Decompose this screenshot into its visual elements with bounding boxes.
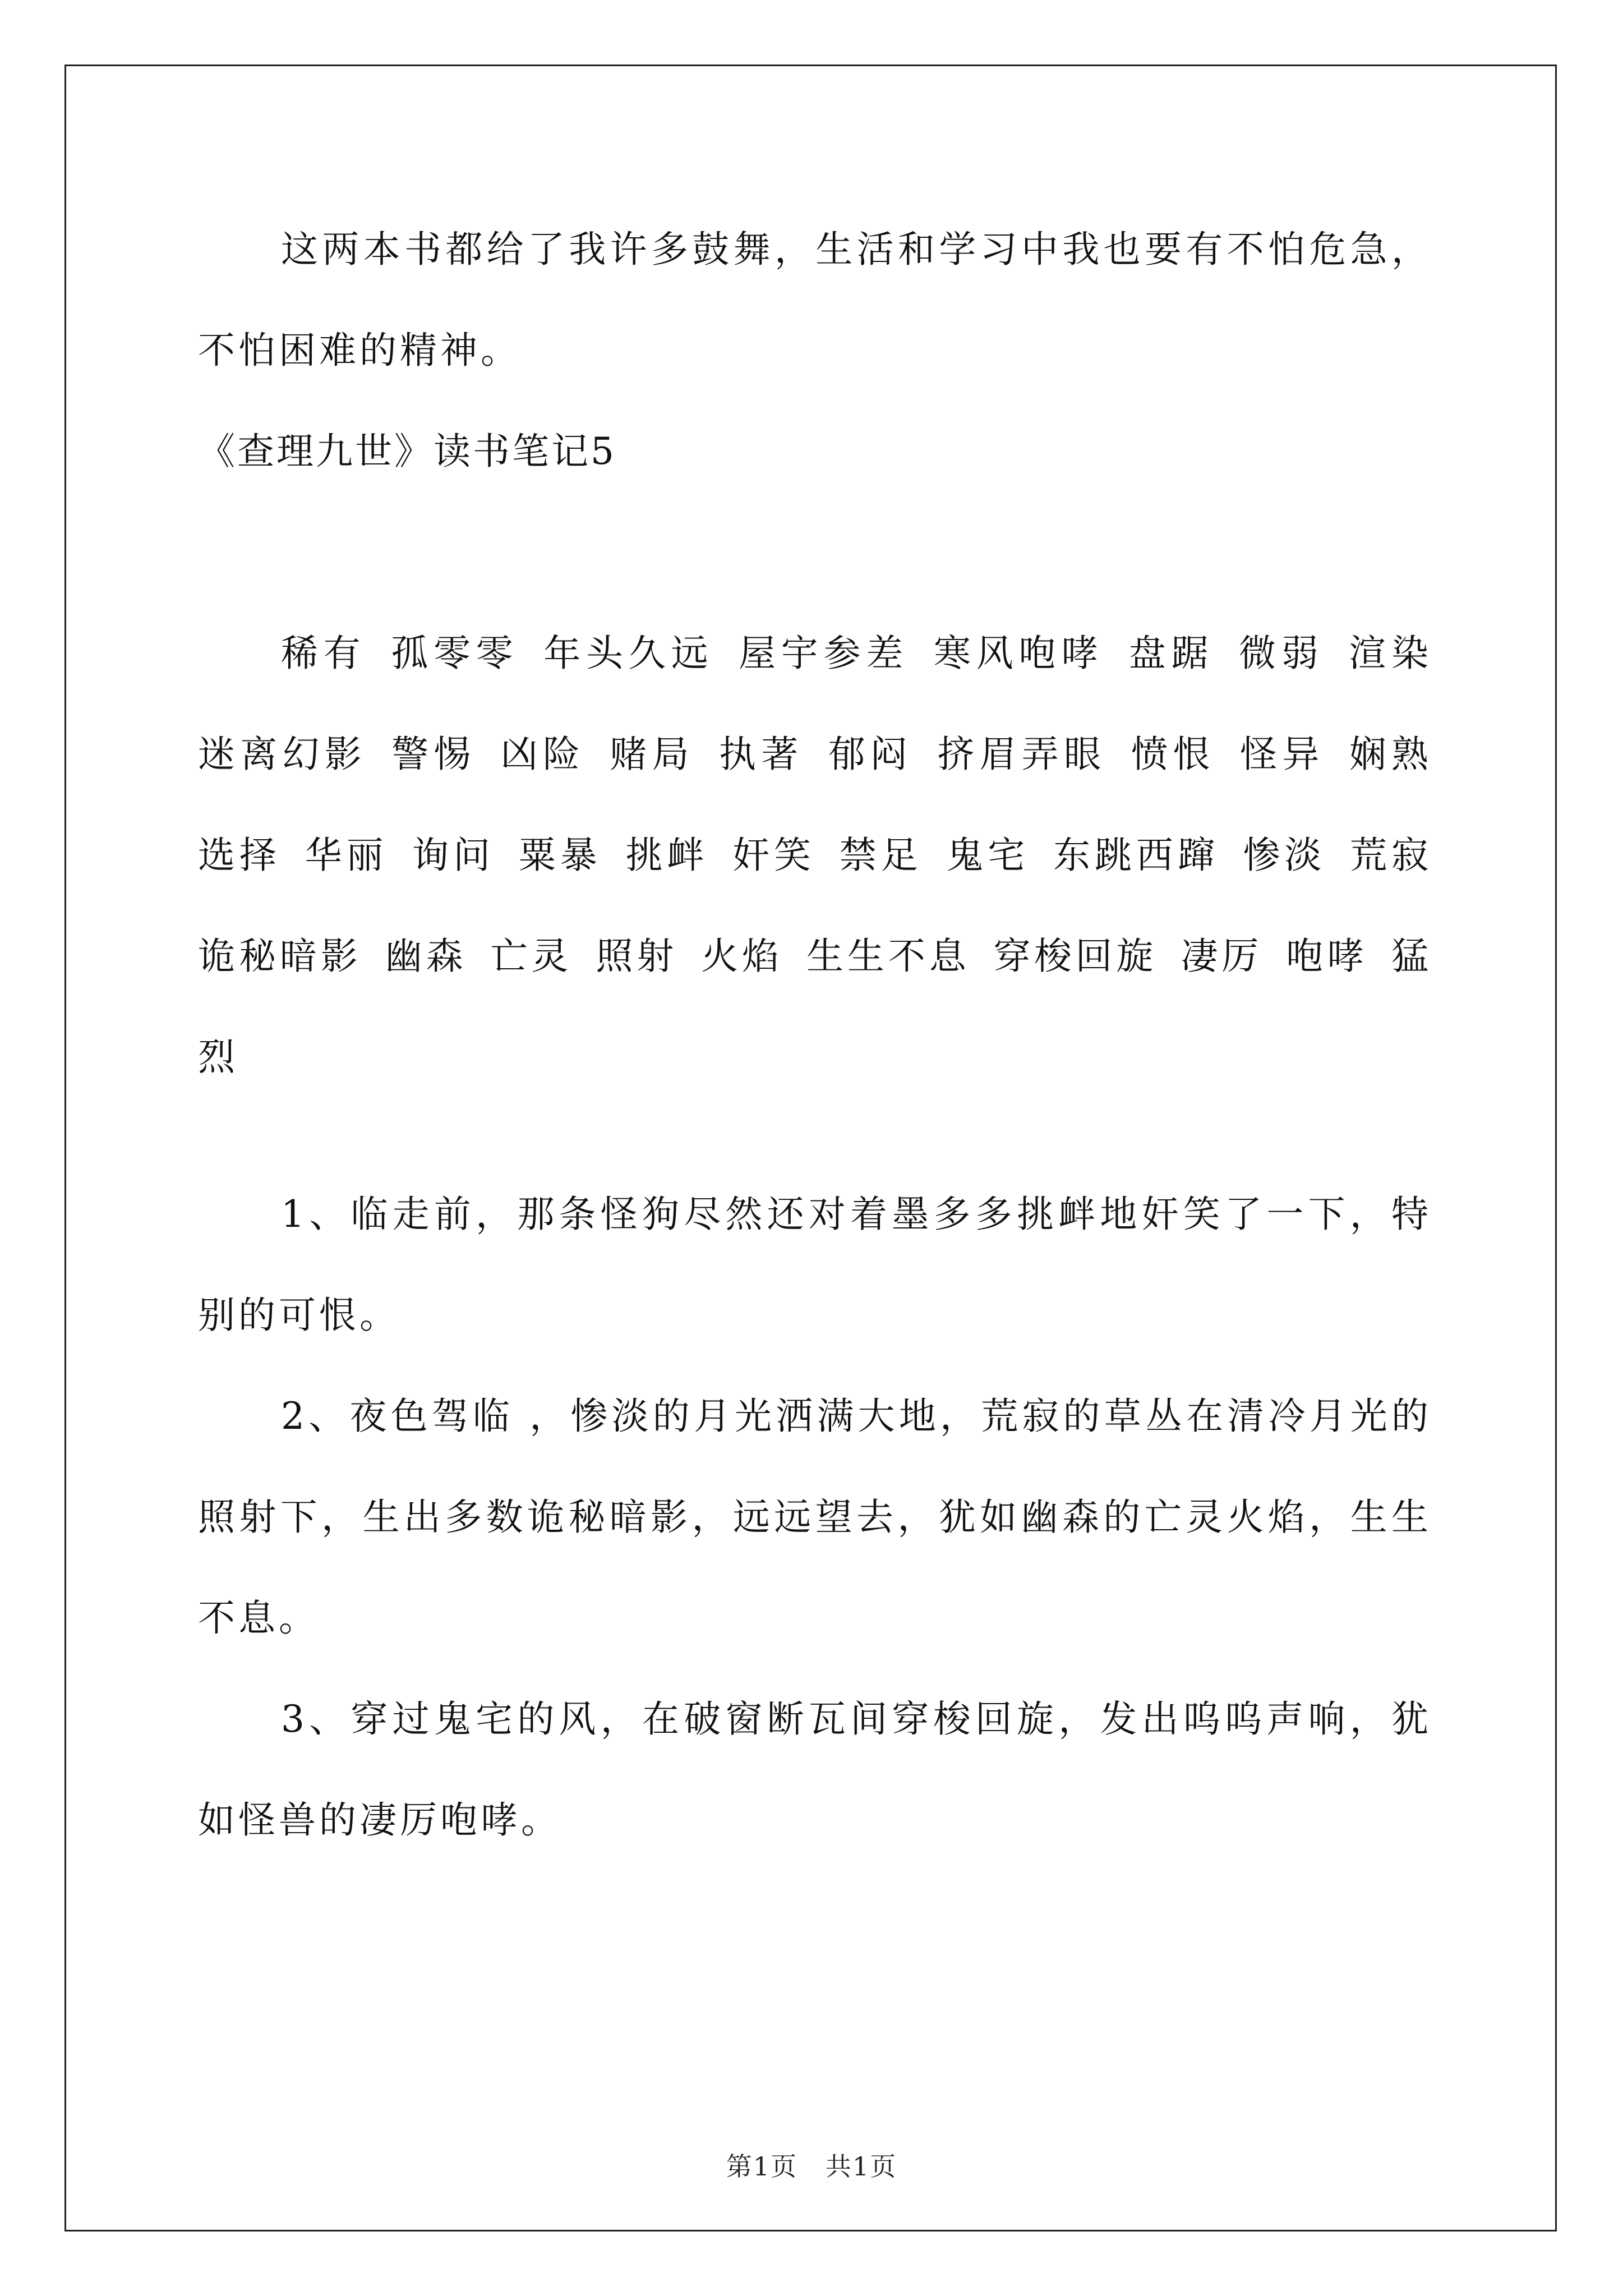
page-number-label: 第1页 共1页 (726, 2151, 897, 2182)
section-title: 《查理九世》读书笔记5 (198, 430, 616, 473)
page-footer (0, 2150, 1623, 2183)
sentence-paragraph-1: 1、临走前，那条怪狗尽然还对着墨多多挑衅地奸笑了一下，特别的可恨。 (198, 1193, 1432, 1337)
intro-paragraph: 这两本书都给了我许多鼓舞，生活和学习中我也要有不怕危急，不怕困难的精神。 (198, 228, 1432, 372)
sentence-paragraph-2: 2、夜色驾临 ，惨淡的月光洒满大地，荒寂的草丛在清冷月光的照射下，生出多数诡秘暗影，远远望去，犹如幽森的亡灵火焰，生生不息。 (198, 1395, 1432, 1640)
sentence-paragraph-3: 3、穿过鬼宅的风，在破窗断瓦间穿梭回旋，发出呜呜声响，犹如怪兽的凄厉咆哮。 (198, 1697, 1432, 1842)
vocabulary-paragraph: 稀有 孤零零 年头久远 屋宇参差 寒风咆哮 盘踞 微弱 渲染 迷离幻影 警惕 凶险 赌局 执著 郁闷 挤眉弄眼 愤恨 怪异 娴熟 选择 华丽 询问 粟暴 挑衅 奸笑 禁足 鬼宅 东跳西蹿 惨淡 荒寂 诡秘暗影 幽森 亡灵 照射 火焰 生生不息 穿梭回旋 凄厉 咆哮 猛烈 (198, 632, 1432, 1079)
